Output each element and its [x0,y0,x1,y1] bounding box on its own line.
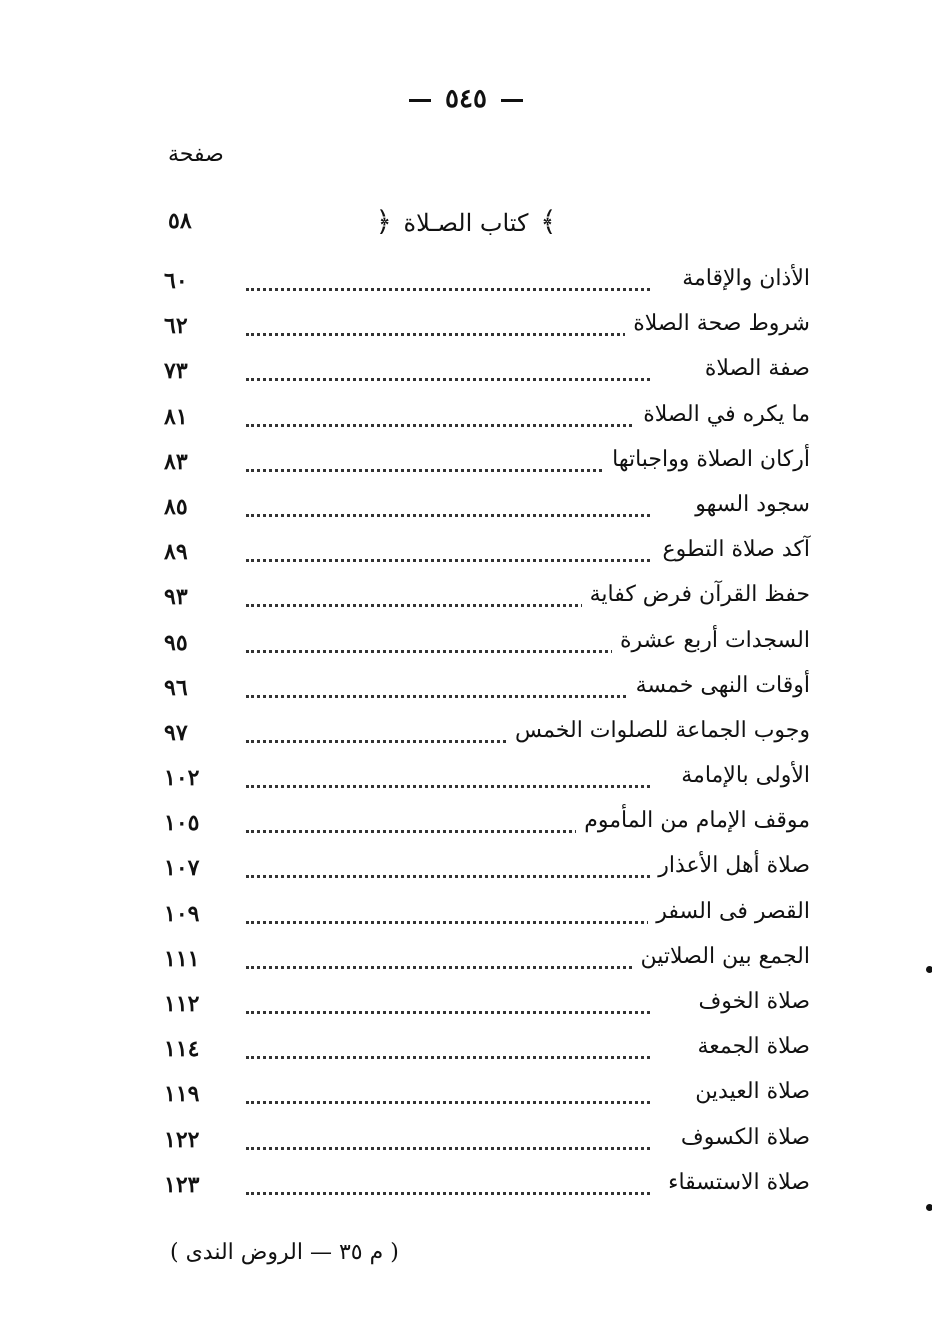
toc-entry-page: ١٢٣ [164,1171,200,1198]
dot-leader [246,865,650,878]
toc-entry-title: أركان الصلاة وواجباتها [604,447,810,472]
table-of-contents [160,262,810,1211]
toc-entry-page: ٦٠ [164,268,188,294]
toc-entry-title: آكد صلاة التطوع [655,537,810,562]
page-number [0,84,932,114]
heading-brace-left: ﴿ [375,205,392,238]
toc-row [160,307,810,352]
dot-leader [246,504,650,517]
dot-leader [246,323,650,336]
page-number-dash-right [409,99,431,102]
toc-row [160,985,810,1030]
toc-entry-title: أوقات النهى خمسة [628,673,810,698]
dot-leader [246,1182,650,1195]
toc-row [160,714,810,759]
toc-entry-page: ١٠٧ [164,855,200,882]
toc-row [160,352,810,397]
toc-row [160,895,810,940]
dot-leader [246,956,650,969]
page-column-header: صفحة [168,142,224,167]
toc-entry-page: ٩٥ [164,629,188,656]
toc-entry-page: ٩٣ [164,584,188,611]
toc-entry-page: ١٠٩ [164,900,200,927]
toc-row [160,262,810,307]
toc-entry-title: موقف الإمام من المأموم [576,808,810,833]
toc-row [160,1121,810,1166]
dot-leader [246,1137,650,1150]
footer-signature: ( م ٣٥ — الروض الندى ) [170,1240,399,1265]
dot-leader [246,685,650,698]
dot-leader [246,1046,650,1059]
toc-entry-title: شروط صحة الصلاة [625,311,810,336]
toc-entry-title: صلاة أهل الأعذار [650,853,810,878]
page-number-value: ٥٤٥ [445,84,487,114]
toc-entry-page: ١١١ [164,945,200,972]
dot-leader [246,459,650,472]
toc-entry-title: القصر فى السفر [648,899,810,924]
toc-row [160,669,810,714]
margin-dot [926,966,932,973]
dot-leader [246,911,650,924]
toc-entry-page: ١٠٢ [164,765,200,792]
toc-entry-page: ٨٥ [164,493,188,520]
book-heading-title: كتاب الصـلاة [403,209,529,237]
dot-leader [246,414,650,427]
dot-leader [246,549,650,562]
toc-entry-title: الأذان والإقامة [674,266,810,291]
toc-row [160,940,810,985]
dot-leader [246,640,650,653]
toc-row [160,398,810,443]
dot-leader [246,775,650,788]
dot-leader [246,1091,650,1104]
toc-entry-title: السجدات أربع عشرة [612,628,810,653]
toc-row [160,1166,810,1211]
toc-entry-page: ١٠٥ [164,810,200,837]
toc-entry-page: ٦٢ [164,313,188,340]
toc-entry-title: صلاة الجمعة [690,1034,810,1059]
toc-entry-title: صلاة الخوف [690,989,810,1014]
dot-leader [246,1001,650,1014]
toc-entry-page: ١١٤ [164,1036,200,1063]
toc-entry-title: ما يكره في الصلاة [635,402,810,427]
dot-leader [246,278,650,291]
toc-entry-title: صلاة العيدين [687,1079,810,1104]
toc-entry-page: ٨١ [164,403,188,430]
toc-row [160,578,810,623]
toc-row [160,443,810,488]
toc-entry-page: ٨٩ [164,539,188,566]
toc-entry-page: ٩٦ [164,674,188,701]
toc-row [160,804,810,849]
toc-row [160,1075,810,1120]
toc-entry-title: صفة الصلاة [697,356,810,381]
toc-row [160,849,810,894]
book-heading [0,205,932,238]
toc-entry-title: سجود السهو [687,492,810,517]
toc-entry-page: ١١٩ [164,1081,200,1108]
toc-entry-page: ١٢٢ [164,1126,200,1153]
heading-brace-right: ﴾ [540,205,557,238]
toc-entry-title: صلاة الكسوف [673,1125,810,1150]
toc-entry-page: ٩٧ [164,719,188,746]
toc-entry-title: الأولى بالإمامة [673,763,810,788]
page-number-dash-left [501,99,523,102]
toc-entry-page: ٨٣ [164,448,188,475]
toc-entry-page: ١١٢ [164,991,200,1017]
toc-row [160,488,810,533]
toc-entry-title: وجوب الجماعة للصلوات الخمس [507,718,810,743]
toc-entry-title: حفظ القرآن فرض كفاية [582,582,810,607]
dot-leader [246,368,650,381]
toc-entry-page: ٧٣ [164,358,188,385]
toc-row [160,624,810,669]
toc-row [160,1030,810,1075]
toc-row [160,533,810,578]
toc-entry-title: الجمع بين الصلاتين [633,944,810,969]
toc-row [160,759,810,804]
toc-entry-title: صلاة الاستسقاء [660,1170,810,1195]
book-heading-page: ٥٨ [168,208,192,234]
margin-dot [926,1204,932,1211]
